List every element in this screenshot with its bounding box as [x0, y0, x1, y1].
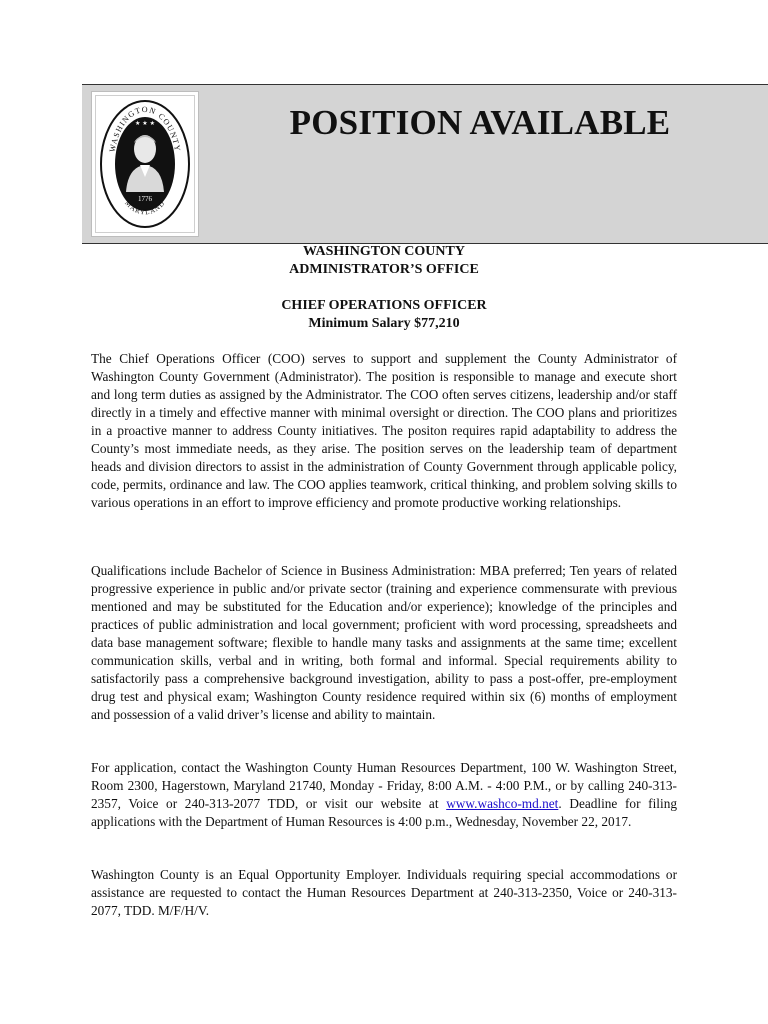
svg-text:★ ★ ★: ★ ★ ★ — [135, 120, 155, 127]
equal-opportunity-paragraph: Washington County is an Equal Opportunity Employer. Individuals requiring special accommodations or assistance are requested to contact the Human Resources Department at 240-313-2350, Voice or 240-313-2077, TDD. M/F/H/V. — [91, 867, 677, 918]
position-title: CHIEF OPERATIONS OFFICER — [281, 298, 487, 313]
website-link[interactable]: www.washco-md.net — [446, 796, 559, 811]
qualifications-paragraph: Qualifications include Bachelor of Science in Business Administration: MBA preferred; Ten years of related progressive experience in public and/or private sector (training and experience commensurate with previous mentioned and may be substituted for the Education and/or experience); knowledge of the principles and practices of public administration and local government; proficient with word processing, spreadsheets and data base management software; flexible to handle many tasks and assignments at the same time; excellent communication skills, verbal and in writing, both formal and informal. Special requirements ability to satisfactorily pass a comprehensive background investigation, ability to pass a post-offer, pre-employment drug test and physical exam; Washington County residence required within six (6) months of employment and possession of a valid driver’s license and ability to maintain. — [91, 563, 677, 722]
application-text-after: . Deadline for filing applications with the Department of Human Resources is 4:00 p.m., Wednesday, November 22, 2017. — [91, 796, 677, 829]
page-title: POSITION AVAILABLE — [289, 103, 671, 142]
seal-top-text: WASHINGTON COUNTY — [107, 104, 183, 153]
application-paragraph — [91, 759, 677, 831]
county-seal-icon — [98, 97, 192, 231]
salary-line: Minimum Salary $77,210 — [308, 316, 460, 331]
county-name: WASHINGTON COUNTY — [303, 244, 465, 259]
county-seal-logo — [91, 91, 199, 237]
office-name: ADMINISTRATOR’S OFFICE — [289, 262, 479, 277]
application-text-before: For application, contact the Washington County Human Resources Department, 100 W. Washington Street, Room 2300, Hagerstown, Maryland 21740, Monday - Friday, 8:00 A.M. - 4:00 P.M., or by calling 240-313-2357, Voice or 240-313-2077 TDD, or visit our website at — [91, 760, 677, 811]
seal-year: 1776 — [138, 195, 152, 203]
seal-bottom-text: MARYLAND — [123, 199, 167, 217]
description-paragraph: The Chief Operations Officer (COO) serves to support and supplement the County Administrator of Washington County Government (Administrator). The position is responsible to manage and execute short and long term duties as assigned by the Administrator. The COO often serves citizens, leadership and/or staff directly in a timely and effective manner with minimal oversight or direction. The COO plans and prioritizes in a proactive manner to address County initiatives. The positon requires rapid adaptability to address the County’s most immediate needs, as they arise. The position serves on the leadership team of department heads and division directors to assist in the administration of County Government through applicable policy, code, permits, ordinance and law. The COO applies teamwork, critical thinking, and problem solving skills to various operations in an effort to improve efficiency and promote productive working relationships. — [91, 351, 677, 510]
